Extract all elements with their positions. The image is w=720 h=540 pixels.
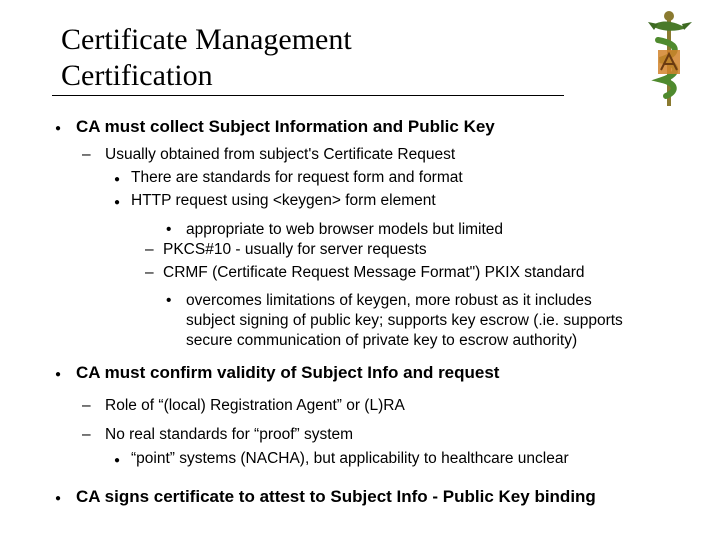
- bullet-overcomes-3: secure communication of private key to escrow authority): [186, 332, 578, 349]
- bullet-standards-request-form: There are standards for request form and format: [131, 169, 463, 186]
- bullet-dot-icon: ●: [55, 369, 62, 380]
- bullet-http-keygen: HTTP request using <keygen> form element: [131, 192, 436, 209]
- bullet-overcomes-2: subject signing of public key; supports key escrow (.ie. supports: [186, 312, 623, 329]
- dash-icon: –: [82, 426, 91, 443]
- point-icon: •: [166, 292, 172, 309]
- bullet-ca-signs: CA signs certificate to attest to Subject Info - Public Key binding: [76, 487, 596, 506]
- bullet-crmf: CRMF (Certificate Request Message Format") PKIX standard: [163, 264, 585, 281]
- bullet-point-systems: “point” systems (NACHA), but applicability to healthcare unclear: [131, 450, 569, 467]
- dash-icon: –: [145, 241, 154, 258]
- bullet-collect-subject-info: CA must collect Subject Information and Public Key: [76, 117, 495, 136]
- dash-icon: –: [82, 146, 91, 163]
- title-underline: [52, 95, 564, 96]
- bullet-dot-icon: ●: [55, 493, 62, 504]
- dash-icon: –: [145, 264, 154, 281]
- slide-title: [61, 22, 352, 94]
- bullet-pkcs10: PKCS#10 - usually for server requests: [163, 241, 427, 258]
- bullet-no-real-standards: No real standards for “proof” system: [105, 426, 354, 443]
- title-line-1: Certificate Management: [61, 23, 352, 56]
- bullet-confirm-validity: CA must confirm validity of Subject Info and request: [76, 363, 500, 382]
- bullet-usually-obtained: Usually obtained from subject's Certificate Request: [105, 146, 456, 163]
- point-icon: •: [166, 221, 172, 238]
- caduceus-icon: [640, 8, 698, 108]
- bullet-dot-icon: ●: [55, 123, 62, 134]
- bullet-registration-agent: Role of “(local) Registration Agent” or (L)RA: [105, 397, 405, 414]
- bullet-appropriate-web-browser: appropriate to web browser models but limited: [186, 221, 504, 238]
- bullet-dot-icon: ●: [114, 197, 121, 208]
- dash-icon: –: [82, 397, 91, 414]
- bullet-dot-icon: ●: [114, 455, 121, 466]
- bullet-dot-icon: ●: [114, 174, 121, 185]
- bullet-overcomes-1: overcomes limitations of keygen, more robust as it includes: [186, 292, 592, 309]
- title-line-2: Certification: [61, 59, 213, 92]
